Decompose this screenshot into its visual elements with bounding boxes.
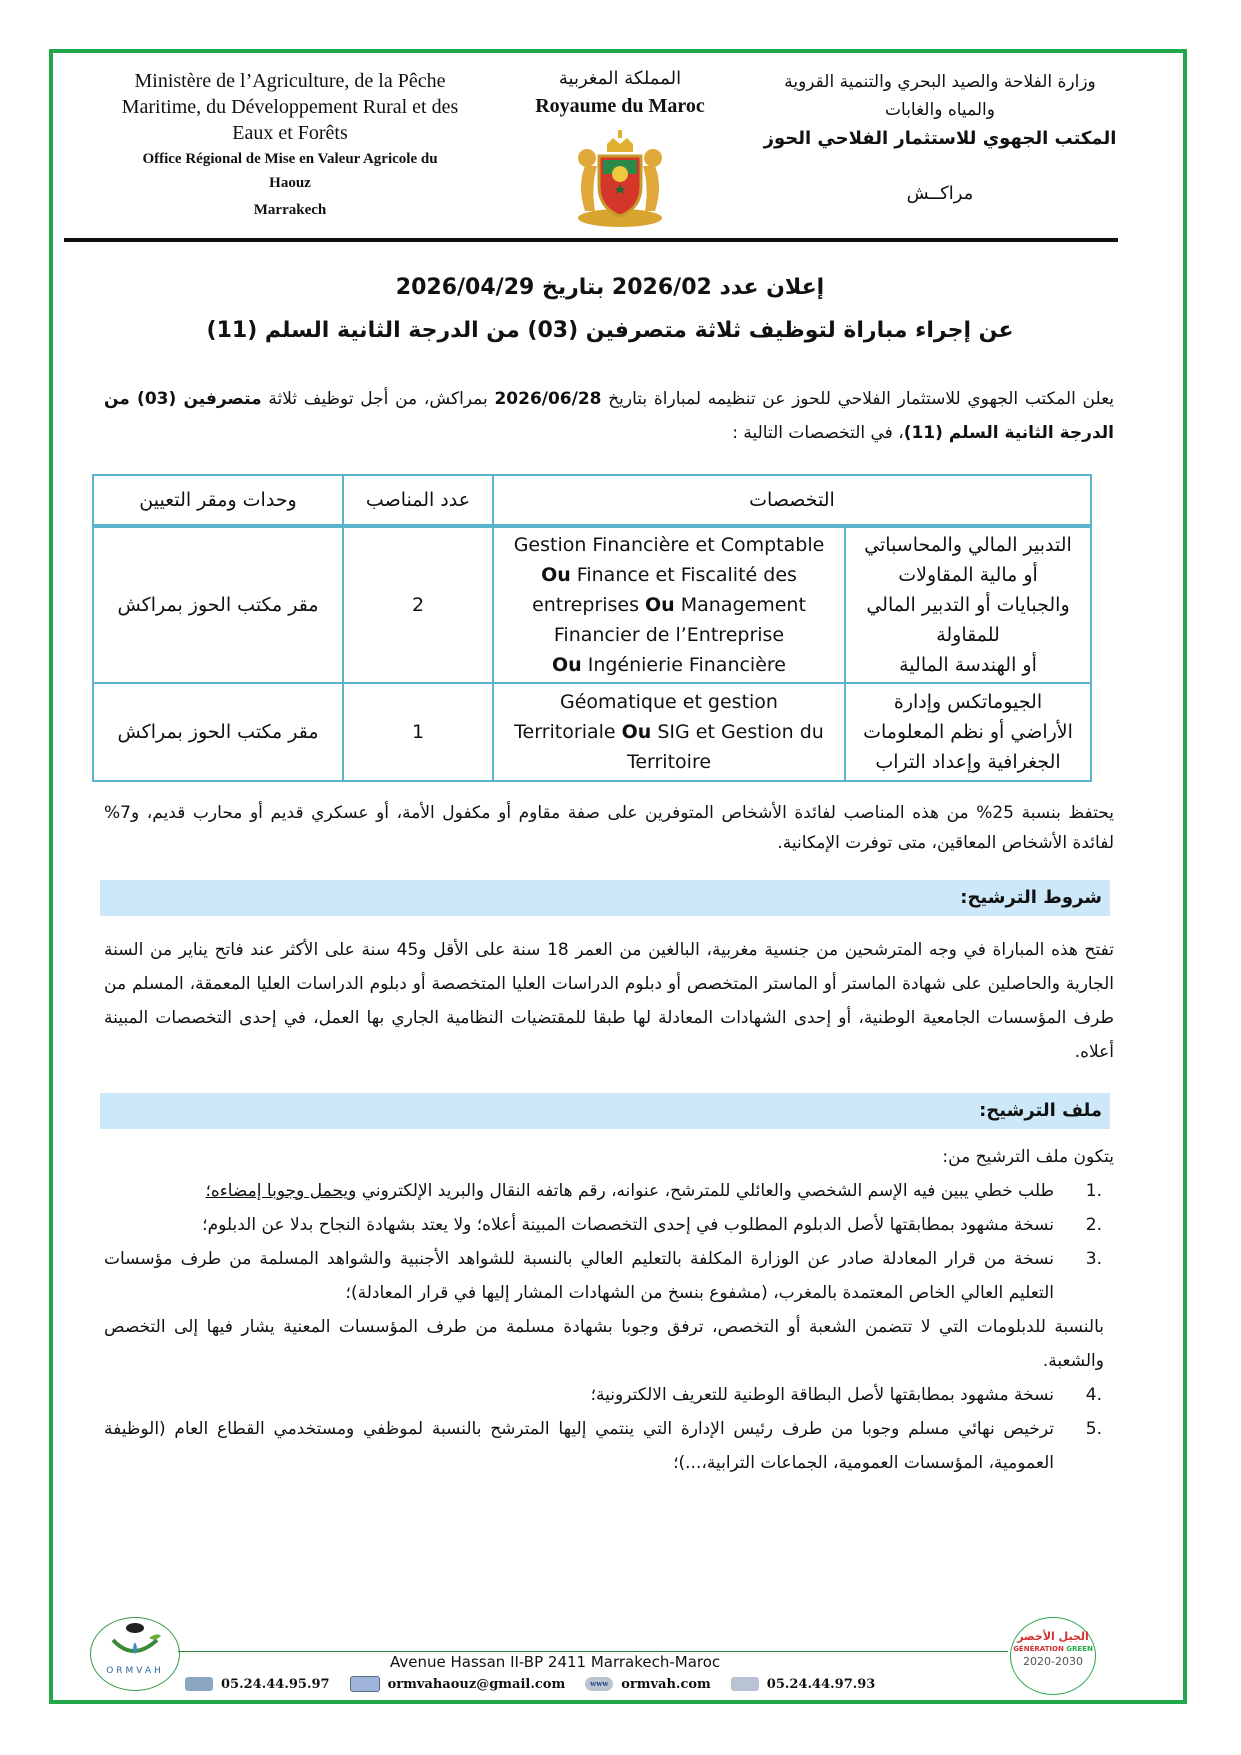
specialty-ar-line: للمقاولة	[936, 624, 1000, 646]
badge-ar: الجيل الأخضر	[1017, 1630, 1089, 1643]
list-item	[104, 1242, 1114, 1310]
positions-cell: 1	[343, 683, 493, 781]
website-contact[interactable]	[585, 1677, 711, 1692]
specialty-ar-cell	[845, 526, 1091, 683]
ministry-line: Eaux et Forêts	[232, 122, 348, 144]
item-number: .2	[1085, 1215, 1102, 1235]
specialty-fr-line: Ou Ingénierie Financière	[551, 654, 786, 676]
coat-of-arms-icon	[565, 126, 675, 231]
file-note: بالنسبة للدبلومات التي لا تتضمن الشعبة أو التخصص، ترفق وجوبا بشهادة مسلمة من طرف المؤسسات المعنية يشار فيها إلى التخصص والشعبة.	[104, 1317, 1104, 1371]
phone-number: 05.24.44.95.97	[221, 1676, 330, 1692]
badge-years: 2020-2030	[1023, 1655, 1083, 1668]
specialty-fr-line: Financier de l’Entreprise	[553, 624, 785, 646]
item-text: نسخة مشهود بمطابقتها لأصل الدبلوم المطلوب في إحدى التخصصات المبينة أعلاه؛ ولا يعتد بشهادة النجاح بدلا عن الدبلوم؛	[202, 1215, 1054, 1235]
intro-paragraph	[104, 382, 1114, 450]
list-item	[104, 1378, 1114, 1412]
header-kingdom	[510, 68, 730, 231]
phone-contact	[185, 1677, 330, 1692]
unit-cell: مقر مكتب الحوز بمراكش	[93, 526, 343, 683]
kingdom-fr: Royaume du Maroc	[535, 95, 705, 117]
table-header-row	[93, 475, 1091, 526]
fax-number: 05.24.44.97.93	[766, 1676, 876, 1692]
office-line: Haouz	[269, 175, 311, 191]
specialty-ar-line: الأراضي أو نظم المعلومات	[863, 721, 1073, 743]
specialty-fr-line: Gestion Financière et Comptable	[513, 534, 825, 556]
kingdom-ar: المملكة المغربية	[558, 68, 682, 89]
file-intro: يتكون ملف الترشيح من:	[942, 1147, 1114, 1167]
specialty-ar-line: أو الهندسة المالية	[899, 654, 1037, 676]
email-link[interactable]: ormvahaouz@gmail.com	[387, 1676, 566, 1692]
badge-fr-green: GREEN	[1066, 1645, 1093, 1653]
city-ar: مراكــش	[906, 183, 974, 204]
generation-green-badge-icon	[1010, 1617, 1096, 1695]
list-item	[104, 1174, 1114, 1208]
header-specialties: التخصصات	[493, 475, 1091, 526]
intro-text: بمراكش، من أجل توظيف ثلاثة	[261, 389, 495, 409]
footer-divider	[178, 1651, 1008, 1652]
conditions-text: تفتح هذه المباراة في وجه المترشحين من جنسية مغربية، البالغين من العمر 18 سنة على الأقل و45 سنة على الأكثر عند فاتح يناير من السنة الجارية والحاصلين على شهادة الماستر أو الماستر المتخصص أو دبلوم الدراسات العليا المتخصصة أو دبلوم الدراسات العليا المعمقة، المسلم من طرف المؤسسات الجامعية الوطنية، أو إحدى الشهادات المعادلة لها طبقا للمقتضيات النظامية الجاري بها العمل، في إحدى التخصصات المبينة أعلاه.	[104, 940, 1114, 1062]
positions-cell: 2	[343, 526, 493, 683]
specialties-table	[92, 474, 1092, 782]
badge-fr-red: GÉNÉRATION	[1013, 1645, 1064, 1653]
file-list	[104, 1140, 1114, 1480]
ministry-line-ar: وزارة الفلاحة والصيد البحري والتنمية القروية	[784, 72, 1096, 92]
item-number: .1	[1085, 1181, 1102, 1201]
specialty-ar-line: الجيوماتكس وإدارة	[893, 691, 1043, 713]
list-item	[104, 1208, 1114, 1242]
ministry-line: Maritime, du Développement Rural et des	[121, 96, 459, 118]
intro-text: يعلن المكتب الجهوي للاستثمار الفلاحي للحوز عن تنظيمه لمباراة بتاريخ	[601, 389, 1115, 409]
item-text: طلب خطي يبين فيه الإسم الشخصي والعائلي للمترشح، عنوانه، رقم هاتفه النقال والبريد الإلكتروني ويحمل وجوبا إمضاءه؛	[205, 1181, 1054, 1201]
header-divider	[64, 238, 1118, 242]
exam-date: 2026/06/28	[494, 389, 602, 409]
conditions-heading: شروط الترشيح:	[100, 880, 1110, 916]
phone-icon	[185, 1677, 213, 1691]
header-ministry-ar	[740, 68, 1140, 204]
specialty-ar-line: الجغرافية وإعداد التراب	[875, 751, 1061, 773]
ormvah-logo-text: ORMVAH	[106, 1666, 164, 1676]
city-fr: Marrakech	[253, 202, 327, 218]
specialty-fr-line: Géomatique et gestion	[560, 691, 778, 713]
fax-contact	[731, 1677, 876, 1692]
item-number: .3	[1085, 1249, 1102, 1269]
item-number: .4	[1085, 1385, 1102, 1405]
website-link[interactable]: ormvah.com	[621, 1676, 711, 1692]
email-contact[interactable]	[350, 1676, 566, 1692]
ministry-line-ar: والمياه والغابات	[885, 100, 995, 120]
specialty-fr-line: Territoriale Ou SIG et Gestion du	[514, 721, 824, 743]
item-number: .5	[1085, 1419, 1102, 1439]
fax-icon	[731, 1677, 759, 1691]
unit-cell: مقر مكتب الحوز بمراكش	[93, 683, 343, 781]
intro-text: ، في التخصصات التالية :	[732, 423, 904, 443]
ministry-line: Ministère de l’Agriculture, de la Pêche	[134, 70, 446, 92]
footer-contacts	[185, 1676, 875, 1692]
table-row	[93, 683, 1091, 781]
specialty-fr-cell	[493, 526, 845, 683]
header-ministry-fr	[80, 68, 500, 219]
file-heading: ملف الترشيح:	[100, 1093, 1110, 1129]
list-item	[104, 1412, 1114, 1480]
specialty-ar-line: أو مالية المقاولات	[898, 564, 1038, 586]
item-text: نسخة مشهود بمطابقتها لأصل البطاقة الوطنية للتعريف الالكترونية؛	[590, 1385, 1054, 1405]
quota-note: يحتفظ بنسبة 25% من هذه المناصب لفائدة الأشخاص المتوفرين على صفة مقاوم أو مكفول الأمة، أو عسكري قديم أو محارب قديم، و7% لفائدة الأشخاص المعاقين، متى توفرت الإمكانية.	[104, 803, 1114, 853]
item-text: نسخة من قرار المعادلة صادر عن الوزارة المكلفة بالتعليم العالي بالنسبة للشواهد الأجنبية والشواهد المسلمة من طرف مؤسسات التعليم العالي الخاص المعتمدة بالمغرب، (مشفوع بنسخ من الشهادات المشار إليها في قرار المعادلة)؛	[104, 1249, 1054, 1303]
header-positions: عدد المناصب	[343, 475, 493, 526]
specialty-fr-cell	[493, 683, 845, 781]
specialty-fr-line: Ou Finance et Fiscalité des	[541, 564, 797, 586]
header-units: وحدات ومقر التعيين	[93, 475, 343, 526]
specialty-ar-cell	[845, 683, 1091, 781]
office-line: Office Régional de Mise en Valeur Agricole du	[142, 151, 438, 167]
announcement-subtitle: عن إجراء مباراة لتوظيف ثلاثة متصرفين (03) من الدرجة الثانية السلم (11)	[206, 318, 1014, 343]
ormvah-logo-icon	[90, 1617, 180, 1691]
specialty-ar-line: والجبايات أو التدبير المالي	[866, 594, 1070, 616]
footer-address: Avenue Hassan II-BP 2411 Marrakech-Maroc	[390, 1653, 721, 1671]
item-text: ترخيص نهائي مسلم وجوبا من طرف رئيس الإدارة التي ينتمي إليها المترشح بالنسبة لموظفي ومستخدمي القطاع العام (الوظيفة العمومية، المؤسسات العمومية، الجماعات الترابية،...)؛	[104, 1419, 1054, 1473]
specialty-fr-line: entreprises Ou Management	[532, 594, 806, 616]
globe-www-icon: www	[585, 1677, 613, 1691]
specialty-fr-line: Territoire	[626, 751, 712, 773]
envelope-icon	[350, 1676, 380, 1692]
announcement-title: إعلان عدد 2026/02 بتاريخ 2026/04/29	[395, 275, 825, 300]
specialty-ar-line: التدبير المالي والمحاسباتي	[864, 534, 1072, 556]
intro-bold-text: متصرفين (03) من الدرجة الثانية السلم (11)	[104, 389, 1114, 443]
table-row	[93, 526, 1091, 683]
office-ar: المكتب الجهوي للاستثمار الفلاحي الحوز	[763, 128, 1117, 149]
